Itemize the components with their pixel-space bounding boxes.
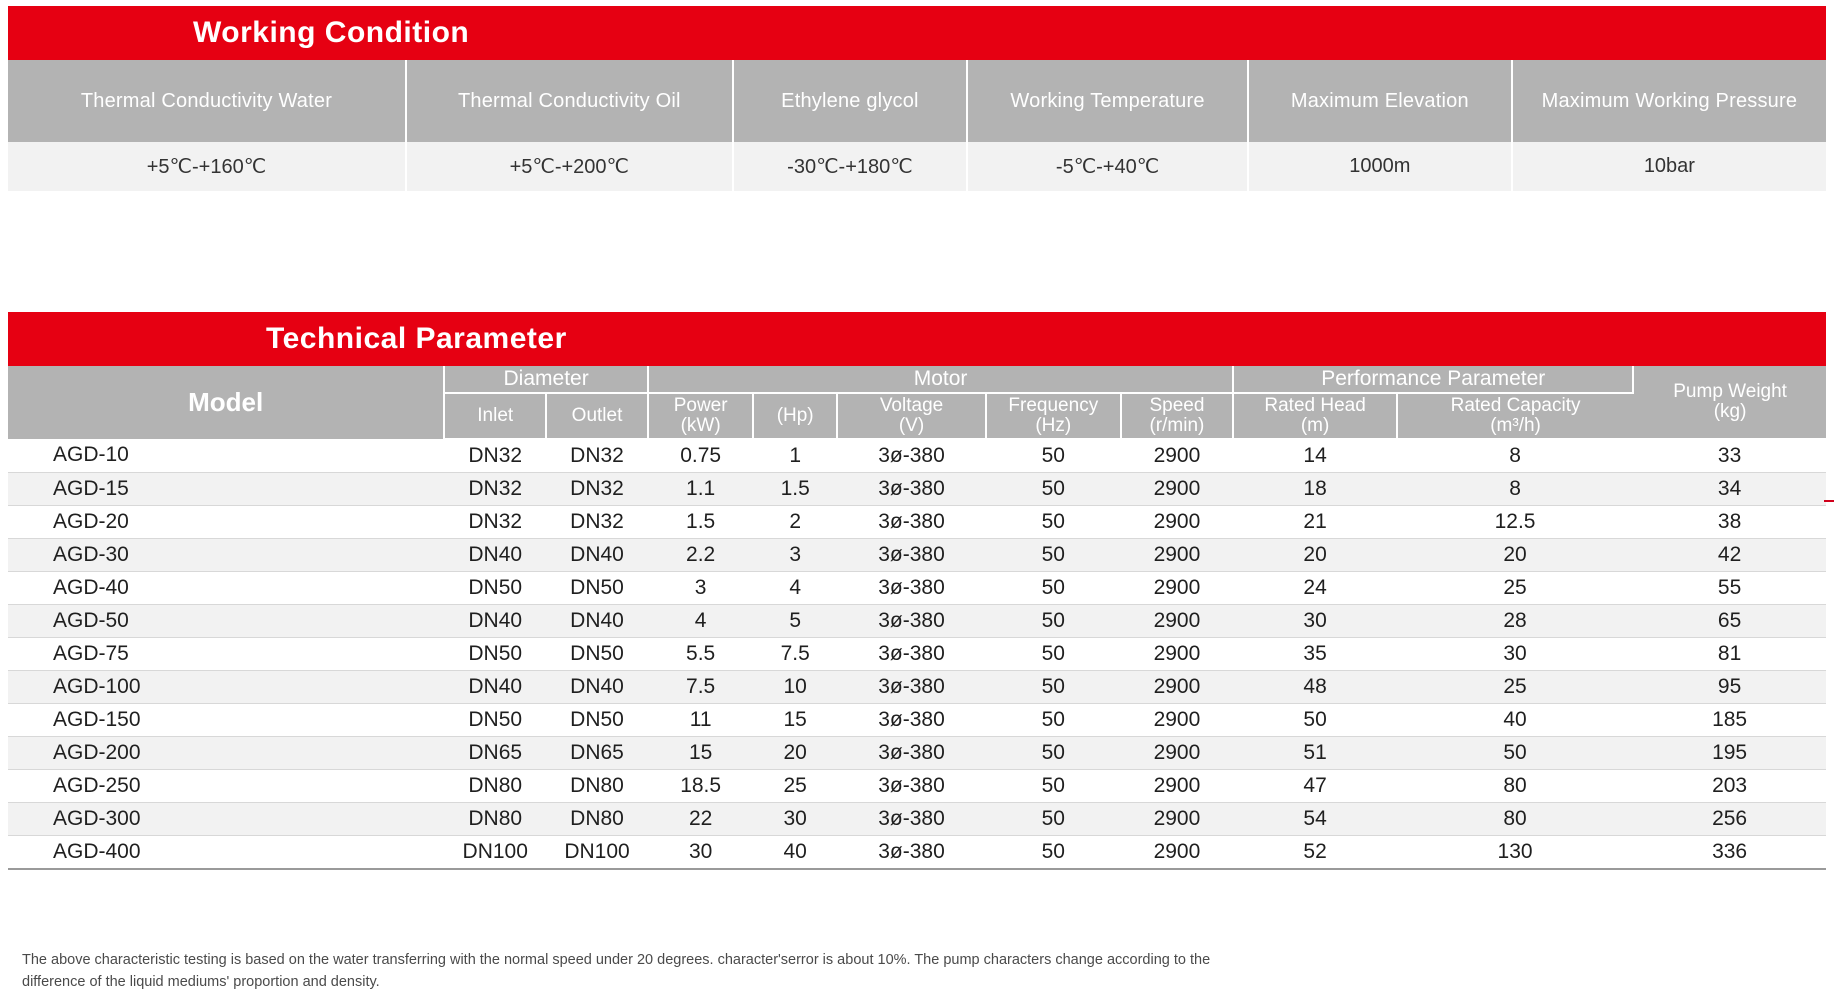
table-row	[8, 802, 1826, 835]
tp-cell-power: 0.75	[648, 439, 753, 473]
tp-cell-model: AGD-15	[8, 472, 444, 505]
tp-cell-voltage: 3ø-380	[837, 670, 986, 703]
tp-header-voltage	[837, 393, 986, 439]
tp-header-hp: (Hp)	[753, 393, 837, 439]
tp-cell-head: 47	[1233, 769, 1397, 802]
tp-cell-hp: 4	[753, 571, 837, 604]
tp-cell-capacity: 130	[1397, 835, 1633, 869]
tp-cell-outlet: DN32	[546, 472, 648, 505]
tp-header-pump-weight-line2: (kg)	[1713, 400, 1747, 422]
working-condition-header-row	[8, 60, 1826, 142]
tp-header-rated-capacity	[1397, 393, 1633, 439]
tp-header-speed	[1121, 393, 1234, 439]
wc-header-working-temperature: Working Temperature	[967, 60, 1248, 142]
working-condition-header-bar	[8, 6, 1826, 60]
tp-cell-power: 30	[648, 835, 753, 869]
tp-cell-inlet: DN40	[444, 670, 546, 703]
tp-cell-model: AGD-10	[8, 439, 444, 473]
tp-cell-hp: 2	[753, 505, 837, 538]
tp-cell-weight: 42	[1633, 538, 1826, 571]
working-condition-table	[8, 60, 1826, 191]
working-condition-block	[8, 6, 1826, 191]
tp-cell-model: AGD-150	[8, 703, 444, 736]
tp-cell-frequency: 50	[986, 439, 1121, 473]
tp-cell-weight: 34	[1633, 472, 1826, 505]
tp-cell-head: 21	[1233, 505, 1397, 538]
tp-cell-head: 35	[1233, 637, 1397, 670]
tp-cell-model: AGD-50	[8, 604, 444, 637]
tp-cell-weight: 81	[1633, 637, 1826, 670]
tp-header-power-line1: Power	[673, 395, 728, 417]
tp-cell-frequency: 50	[986, 604, 1121, 637]
table-row	[8, 670, 1826, 703]
tp-header-outlet: Outlet	[546, 393, 648, 439]
tp-header-rated-head	[1233, 393, 1397, 439]
wc-value-maximum-working-pressure: 10bar	[1512, 142, 1826, 191]
tp-cell-weight: 256	[1633, 802, 1826, 835]
tp-cell-outlet: DN80	[546, 769, 648, 802]
tp-cell-model: AGD-250	[8, 769, 444, 802]
tp-cell-model: AGD-30	[8, 538, 444, 571]
tp-cell-model: AGD-40	[8, 571, 444, 604]
tp-cell-weight: 65	[1633, 604, 1826, 637]
tp-header-rated-capacity-line2: (m³/h)	[1490, 414, 1541, 436]
tp-cell-inlet: DN50	[444, 637, 546, 670]
tp-header-diameter: Diameter	[444, 366, 648, 393]
tp-cell-hp: 3	[753, 538, 837, 571]
tp-cell-capacity: 12.5	[1397, 505, 1633, 538]
wc-header-thermal-oil: Thermal Conductivity Oil	[406, 60, 733, 142]
tp-cell-speed: 2900	[1121, 505, 1234, 538]
tp-cell-capacity: 28	[1397, 604, 1633, 637]
tp-cell-frequency: 50	[986, 769, 1121, 802]
tp-cell-weight: 95	[1633, 670, 1826, 703]
tp-header-rated-head-line1: Rated Head	[1264, 395, 1366, 417]
wc-header-ethylene-glycol: Ethylene glycol	[733, 60, 968, 142]
tp-cell-power: 4	[648, 604, 753, 637]
tp-cell-head: 24	[1233, 571, 1397, 604]
tp-cell-head: 51	[1233, 736, 1397, 769]
tp-cell-power: 5.5	[648, 637, 753, 670]
tp-header-frequency	[986, 393, 1121, 439]
tp-cell-frequency: 50	[986, 505, 1121, 538]
tp-cell-power: 11	[648, 703, 753, 736]
tp-cell-outlet: DN40	[546, 538, 648, 571]
footnote	[22, 950, 1662, 994]
tp-cell-voltage: 3ø-380	[837, 703, 986, 736]
tp-cell-capacity: 25	[1397, 571, 1633, 604]
tp-cell-model: AGD-100	[8, 670, 444, 703]
tp-cell-head: 48	[1233, 670, 1397, 703]
wc-header-maximum-elevation: Maximum Elevation	[1248, 60, 1512, 142]
tp-cell-outlet: DN80	[546, 802, 648, 835]
tp-cell-inlet: DN80	[444, 769, 546, 802]
tp-cell-inlet: DN32	[444, 505, 546, 538]
tp-cell-head: 30	[1233, 604, 1397, 637]
tp-cell-power: 22	[648, 802, 753, 835]
tp-cell-hp: 1.5	[753, 472, 837, 505]
tp-cell-voltage: 3ø-380	[837, 571, 986, 604]
tp-cell-speed: 2900	[1121, 670, 1234, 703]
table-row	[8, 769, 1826, 802]
tp-header-speed-line2: (r/min)	[1149, 414, 1205, 436]
table-row	[8, 472, 1826, 505]
tp-cell-power: 7.5	[648, 670, 753, 703]
tp-cell-outlet: DN40	[546, 670, 648, 703]
tp-cell-hp: 15	[753, 703, 837, 736]
tp-cell-voltage: 3ø-380	[837, 637, 986, 670]
tp-cell-inlet: DN50	[444, 703, 546, 736]
tp-cell-capacity: 25	[1397, 670, 1633, 703]
tp-header-power-line2: (kW)	[680, 414, 721, 436]
tp-cell-hp: 25	[753, 769, 837, 802]
table-row	[8, 637, 1826, 670]
tp-cell-speed: 2900	[1121, 835, 1234, 869]
tp-cell-head: 50	[1233, 703, 1397, 736]
tp-cell-capacity: 8	[1397, 472, 1633, 505]
tp-cell-outlet: DN32	[546, 505, 648, 538]
tp-cell-speed: 2900	[1121, 538, 1234, 571]
tp-cell-voltage: 3ø-380	[837, 505, 986, 538]
tp-cell-voltage: 3ø-380	[837, 736, 986, 769]
tp-cell-weight: 55	[1633, 571, 1826, 604]
tp-cell-speed: 2900	[1121, 439, 1234, 473]
tp-cell-frequency: 50	[986, 670, 1121, 703]
tp-header-power	[648, 393, 753, 439]
tp-cell-hp: 40	[753, 835, 837, 869]
tp-cell-power: 1.1	[648, 472, 753, 505]
tp-cell-speed: 2900	[1121, 604, 1234, 637]
page-edge-marker	[1824, 500, 1834, 502]
tp-cell-frequency: 50	[986, 637, 1121, 670]
tp-header-voltage-line1: Voltage	[879, 395, 944, 417]
tp-cell-frequency: 50	[986, 802, 1121, 835]
tp-cell-hp: 30	[753, 802, 837, 835]
tp-cell-capacity: 50	[1397, 736, 1633, 769]
tp-group-header-row	[8, 366, 1826, 393]
tp-cell-frequency: 50	[986, 703, 1121, 736]
tp-cell-inlet: DN80	[444, 802, 546, 835]
tp-cell-weight: 38	[1633, 505, 1826, 538]
tp-cell-voltage: 3ø-380	[837, 835, 986, 869]
tp-cell-head: 14	[1233, 439, 1397, 473]
tp-cell-capacity: 80	[1397, 802, 1633, 835]
tp-cell-model: AGD-400	[8, 835, 444, 869]
tp-cell-speed: 2900	[1121, 472, 1234, 505]
tp-cell-hp: 10	[753, 670, 837, 703]
tp-cell-outlet: DN65	[546, 736, 648, 769]
tp-cell-inlet: DN32	[444, 439, 546, 473]
footnote-line-1: The above characteristic testing is based on the water transferring with the normal speed under 20 degrees. character'serror is about 10%. The pump characters change according to the	[22, 952, 1211, 968]
tp-header-voltage-line2: (V)	[898, 414, 925, 436]
tp-cell-inlet: DN40	[444, 604, 546, 637]
tp-cell-model: AGD-200	[8, 736, 444, 769]
tp-cell-speed: 2900	[1121, 703, 1234, 736]
technical-parameter-block	[8, 312, 1826, 870]
wc-value-thermal-water: +5℃-+160℃	[8, 142, 406, 191]
tp-cell-weight: 185	[1633, 703, 1826, 736]
tp-header-pump-weight-line1: Pump Weight	[1673, 381, 1787, 403]
tp-cell-head: 52	[1233, 835, 1397, 869]
tp-cell-speed: 2900	[1121, 736, 1234, 769]
tp-cell-power: 1.5	[648, 505, 753, 538]
tp-header-rated-head-line2: (m)	[1300, 414, 1330, 436]
tp-header-motor: Motor	[648, 366, 1233, 393]
table-row	[8, 571, 1826, 604]
wc-value-ethylene-glycol: -30℃-+180℃	[733, 142, 968, 191]
tp-header-frequency-line1: Frequency	[1008, 395, 1099, 417]
tp-cell-capacity: 40	[1397, 703, 1633, 736]
tp-cell-capacity: 30	[1397, 637, 1633, 670]
tp-cell-capacity: 20	[1397, 538, 1633, 571]
tp-cell-voltage: 3ø-380	[837, 439, 986, 473]
working-condition-title: Working Condition	[193, 16, 470, 49]
tp-cell-frequency: 50	[986, 538, 1121, 571]
wc-value-thermal-oil: +5℃-+200℃	[406, 142, 733, 191]
tp-cell-outlet: DN50	[546, 637, 648, 670]
table-row	[8, 505, 1826, 538]
tp-cell-head: 20	[1233, 538, 1397, 571]
tp-cell-inlet: DN65	[444, 736, 546, 769]
tp-cell-frequency: 50	[986, 835, 1121, 869]
tp-cell-voltage: 3ø-380	[837, 802, 986, 835]
tp-cell-voltage: 3ø-380	[837, 472, 986, 505]
tp-header-inlet: Inlet	[444, 393, 546, 439]
tp-cell-capacity: 80	[1397, 769, 1633, 802]
tp-cell-outlet: DN32	[546, 439, 648, 473]
tp-cell-outlet: DN100	[546, 835, 648, 869]
tp-cell-weight: 203	[1633, 769, 1826, 802]
table-row	[8, 703, 1826, 736]
tp-cell-model: AGD-75	[8, 637, 444, 670]
tp-header-frequency-line2: (Hz)	[1035, 414, 1072, 436]
tp-cell-power: 2.2	[648, 538, 753, 571]
tp-cell-inlet: DN32	[444, 472, 546, 505]
tp-header-performance-parameter: Performance Parameter	[1233, 366, 1633, 393]
tp-cell-hp: 1	[753, 439, 837, 473]
tp-cell-outlet: DN50	[546, 703, 648, 736]
tp-cell-power: 15	[648, 736, 753, 769]
technical-parameter-table	[8, 366, 1826, 870]
tp-cell-power: 3	[648, 571, 753, 604]
tp-cell-head: 54	[1233, 802, 1397, 835]
wc-value-maximum-elevation: 1000m	[1248, 142, 1512, 191]
tp-cell-weight: 195	[1633, 736, 1826, 769]
tp-cell-voltage: 3ø-380	[837, 538, 986, 571]
tp-cell-weight: 33	[1633, 439, 1826, 473]
tp-header-rated-capacity-line1: Rated Capacity	[1450, 395, 1581, 417]
tp-cell-capacity: 8	[1397, 439, 1633, 473]
tp-cell-model: AGD-300	[8, 802, 444, 835]
technical-parameter-header-bar	[8, 312, 1826, 366]
tp-cell-voltage: 3ø-380	[837, 769, 986, 802]
tp-header-pump-weight	[1633, 366, 1826, 439]
tp-cell-hp: 7.5	[753, 637, 837, 670]
table-row	[8, 835, 1826, 869]
wc-value-working-temperature: -5℃-+40℃	[967, 142, 1248, 191]
tp-cell-model: AGD-20	[8, 505, 444, 538]
tp-cell-inlet: DN50	[444, 571, 546, 604]
tp-cell-speed: 2900	[1121, 637, 1234, 670]
technical-parameter-title: Technical Parameter	[266, 322, 567, 355]
tp-cell-frequency: 50	[986, 571, 1121, 604]
table-row	[8, 604, 1826, 637]
tp-cell-speed: 2900	[1121, 769, 1234, 802]
tp-cell-inlet: DN40	[444, 538, 546, 571]
tp-cell-head: 18	[1233, 472, 1397, 505]
tp-header-model: Model	[8, 366, 444, 439]
tp-header-speed-line1: Speed	[1149, 395, 1205, 417]
table-row	[8, 439, 1826, 473]
tp-cell-weight: 336	[1633, 835, 1826, 869]
tp-cell-voltage: 3ø-380	[837, 604, 986, 637]
working-condition-value-row	[8, 142, 1826, 191]
tp-cell-outlet: DN50	[546, 571, 648, 604]
tp-cell-speed: 2900	[1121, 802, 1234, 835]
tp-cell-hp: 20	[753, 736, 837, 769]
tp-cell-power: 18.5	[648, 769, 753, 802]
tp-cell-frequency: 50	[986, 472, 1121, 505]
tp-cell-frequency: 50	[986, 736, 1121, 769]
tp-cell-hp: 5	[753, 604, 837, 637]
tp-cell-speed: 2900	[1121, 571, 1234, 604]
tp-cell-outlet: DN40	[546, 604, 648, 637]
tp-table-body	[8, 439, 1826, 869]
wc-header-maximum-working-pressure: Maximum Working Pressure	[1512, 60, 1826, 142]
table-row	[8, 538, 1826, 571]
table-row	[8, 736, 1826, 769]
tp-cell-inlet: DN100	[444, 835, 546, 869]
footnote-line-2: difference of the liquid mediums' proportion and density.	[22, 973, 380, 990]
wc-header-thermal-water: Thermal Conductivity Water	[8, 60, 406, 142]
